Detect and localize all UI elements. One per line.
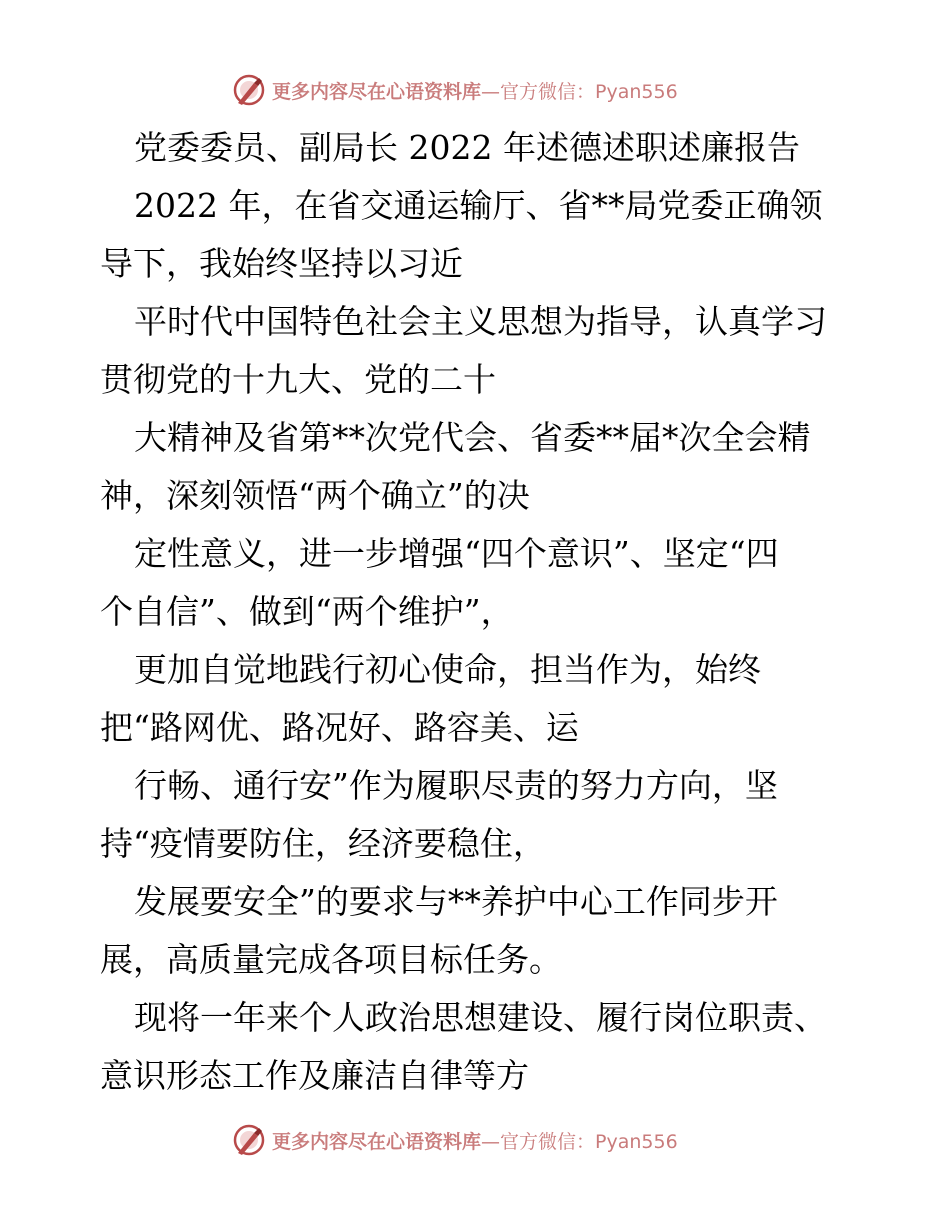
paragraph-line: 发展要安全”的要求与**养护中心工作同步开 [134, 882, 778, 921]
footer-watermark [232, 1122, 678, 1158]
watermark-brand: 更多内容尽在心语资料库 [272, 80, 482, 103]
paragraph-line: 2022 年，在省交通运输厅、省**局党委正确领 [134, 186, 823, 225]
paragraph-line: 持“疫情要防住，经济要稳住， [100, 824, 546, 863]
pen-logo-icon [232, 73, 266, 107]
paragraph-line: 导下，我始终坚持以习近 [100, 244, 463, 283]
watermark-contact: —官方微信：Pyan556 [481, 1130, 678, 1153]
paragraph-line: 神，深刻领悟“两个确立”的决 [100, 476, 530, 515]
pen-logo-icon [232, 1123, 266, 1157]
header-watermark [232, 72, 678, 108]
paragraph-line: 定性意义，进一步增强“四个意识”、坚定“四 [134, 534, 779, 573]
paragraph-line: 行畅、通行安”作为履职尽责的努力方向，坚 [134, 766, 778, 805]
paragraph-line: 贯彻党的十九大、党的二十 [100, 360, 496, 399]
watermark-contact: —官方微信：Pyan556 [481, 80, 678, 103]
document-title: 党委委员、副局长 2022 年述德述职述廉报告 [134, 128, 800, 167]
paragraph-line: 更加自觉地践行初心使命，担当作为，始终 [134, 650, 761, 689]
paragraph-line: 展，高质量完成各项目标任务。 [100, 940, 562, 979]
paragraph-line: 大精神及省第**次党代会、省委**届*次全会精 [134, 418, 811, 457]
paragraph-line: 个自信”、做到“两个维护”， [100, 592, 514, 631]
paragraph-line: 把“路网优、路况好、路容美、运 [100, 708, 579, 747]
paragraph-line: 平时代中国特色社会主义思想为指导，认真学习 [134, 302, 827, 341]
watermark-brand: 更多内容尽在心语资料库 [272, 1130, 482, 1153]
paragraph-line: 现将一年来个人政治思想建设、履行岗位职责、 [134, 998, 827, 1037]
paragraph-line: 意识形态工作及廉洁自律等方 [100, 1056, 529, 1095]
